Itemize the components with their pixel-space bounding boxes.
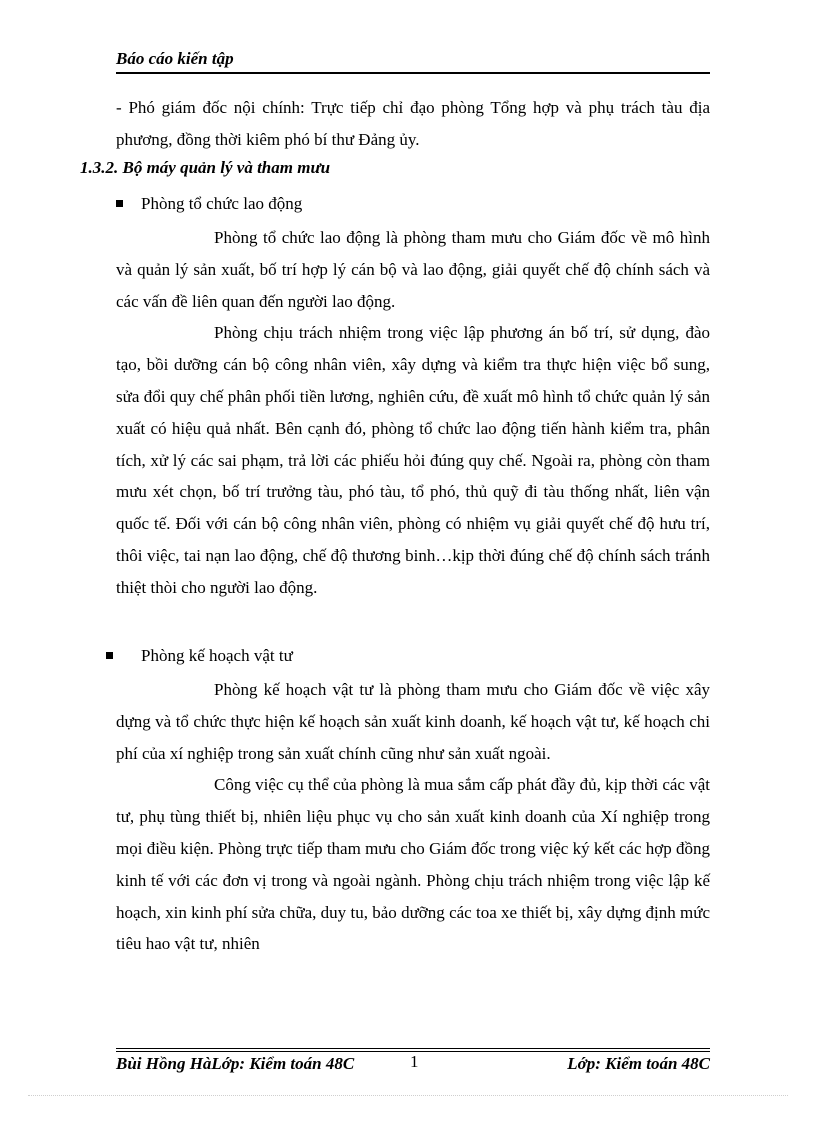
header-title: Báo cáo kiến tập <box>116 49 234 68</box>
page-number: 1 <box>410 1052 419 1071</box>
intro-block <box>116 92 710 156</box>
intro-paragraph: - Phó giám đốc nội chính: Trực tiếp chỉ đạo phòng Tổng hợp và phụ trách tàu địa phương, đồng thời kiêm phó bí thư Đảng ủy. <box>116 98 710 149</box>
unit-2-paragraph-2: Công việc cụ thể của phòng là mua sắm cấp phát đầy đủ, kịp thời các vật tư, phụ tùng thiết bị, nhiên liệu phục vụ cho sản xuất kinh doanh của Xí nghiệp trong mọi điều kiện. Phòng trực tiếp tham mưu cho Giám đốc trong việc ký kết các hợp đồng kinh tế với các đơn vị trong và ngoài ngành. Phòng chịu trách nhiệm trong việc lập kế hoạch, xin kinh phí sửa chữa, duy tu, bảo dưỡng các toa xe thiết bị, xây dựng định mức tiêu hao vật tư, nhiên <box>116 775 710 954</box>
footer-rule <box>116 1048 710 1049</box>
footer-author: Bùi Hồng HàLớp: Kiểm toán 48C <box>116 1054 355 1073</box>
unit-2-paragraph-1: Phòng kế hoạch vật tư là phòng tham mưu cho Giám đốc về việc xây dựng và tổ chức thực hiện kế hoạch sản xuất kinh doanh, kế hoạch vật tư, kế hoạch chi phí của xí nghiệp trong sản xuất chính cũng như sản xuất ngoài. <box>116 680 710 763</box>
bullet-square-icon <box>106 652 113 659</box>
unit-1-paragraph-1: Phòng tổ chức lao động là phòng tham mưu cho Giám đốc về mô hình và quản lý sản xuất, bố trí hợp lý cán bộ và lao động, giải quyết chế độ chính sách và các vấn đề liên quan đến người lao động. <box>116 228 710 311</box>
page-bottom-divider <box>28 1095 788 1096</box>
unit-1-name: Phòng tổ chức lao động <box>141 194 303 213</box>
unit-1-paragraph-2: Phòng chịu trách nhiệm trong việc lập phương án bố trí, sử dụng, đào tạo, bồi dưỡng cán bộ công nhân viên, xây dựng và kiểm tra thực hiện việc bổ sung, sửa đổi quy chế phân phối tiền lương, nghiên cứu, đề xuất mô hình tổ chức quản lý sản xuất có hiệu quả nhất. Bên cạnh đó, phòng tổ chức lao động tiến hành kiểm tra, phân tích, xử lý các sai phạm, trả lời các phiếu hỏi đúng quy chế. Ngoài ra, phòng còn tham mưu xét chọn, bố trí trưởng tàu, phó tàu, tổ phó, thủ quỹ đi tàu thống nhất, liên vận quốc tế. Đối với cán bộ công nhân viên, phòng có nhiệm vụ giải quyết chế độ hưu trí, thôi việc, tai nạn lao động, chế độ thương binh…kịp thời đúng chế độ chính sách tránh thiệt thòi cho người lao động. <box>116 323 710 597</box>
unit-2-body <box>116 674 710 960</box>
unit-2-name: Phòng kế hoạch vật tư <box>141 646 293 665</box>
section-heading: 1.3.2. Bộ máy quản lý và tham mưu <box>80 158 331 177</box>
footer-class: Lớp: Kiểm toán 48C <box>567 1054 710 1073</box>
bullet-square-icon <box>116 200 123 207</box>
unit-1-body <box>116 222 710 604</box>
page-header <box>116 48 710 74</box>
